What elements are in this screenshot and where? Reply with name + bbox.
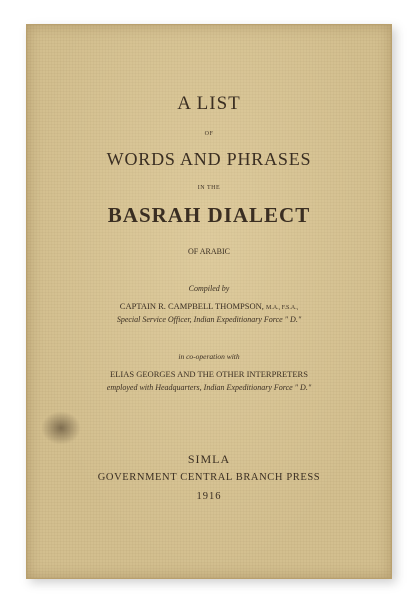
ink-stain	[41, 411, 81, 445]
imprint-place: SIMLA	[187, 452, 231, 466]
cooperation-label: in co-operation with	[178, 352, 240, 361]
imprint-year: 1916	[196, 491, 222, 502]
title-connector-in-the: IN THE	[197, 185, 221, 191]
author-degrees: M.A., F.S.A.,	[266, 305, 299, 311]
subtitle-of-arabic: OF ARABIC	[187, 247, 230, 256]
collaborator-role: employed with Headquarters, Indian Expeditionary Force " D."	[106, 383, 312, 392]
title-connector-of: OF	[204, 131, 214, 137]
author-role: Special Service Officer, Indian Expeditionary Force " D."	[116, 315, 302, 324]
author-line	[27, 301, 391, 311]
collaborator-line: ELIAS GEORGES AND THE OTHER INTERPRETERS	[110, 369, 308, 379]
compiled-by-label: Compiled by	[188, 284, 230, 293]
title-line-words-and-phrases: WORDS AND PHRASES	[106, 149, 312, 169]
book-cover	[26, 24, 392, 579]
imprint-publisher: GOVERNMENT CENTRAL BRANCH PRESS	[97, 472, 321, 483]
title-line-a-list: A LIST	[177, 93, 241, 114]
author-name: CAPTAIN R. CAMPBELL THOMPSON,	[119, 301, 264, 311]
title-line-basrah-dialect: BASRAH DIALECT	[107, 203, 311, 227]
